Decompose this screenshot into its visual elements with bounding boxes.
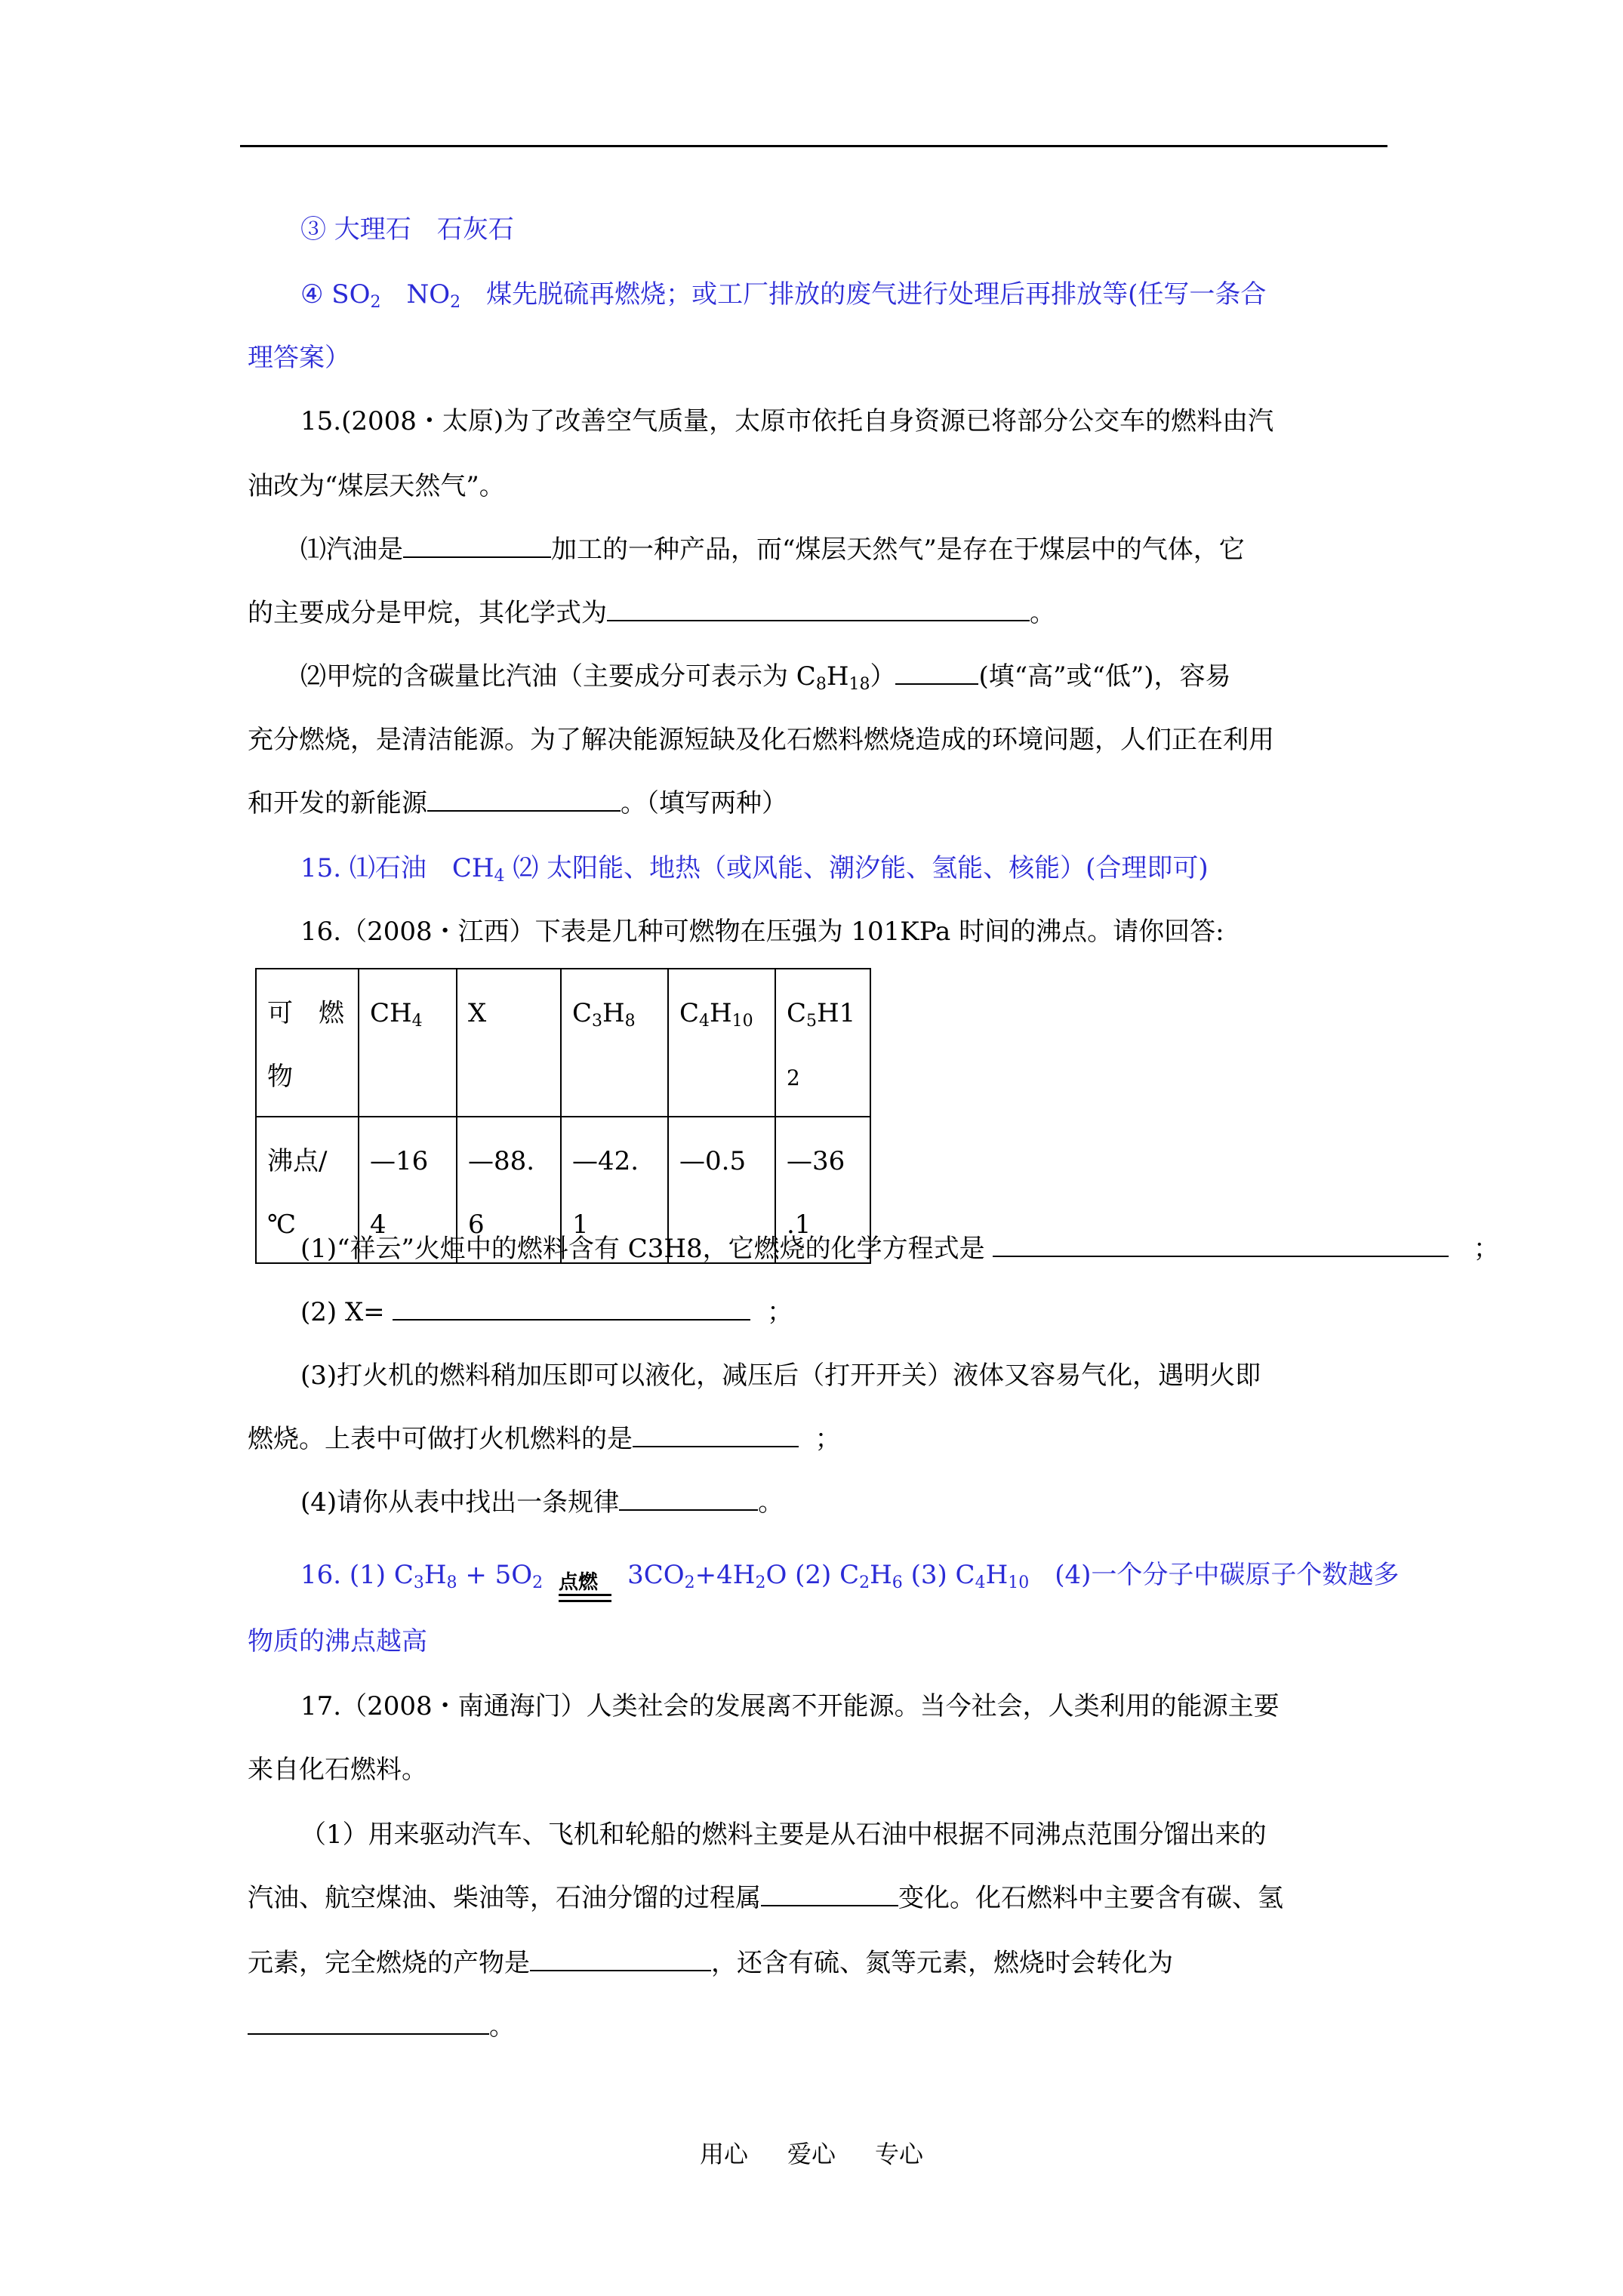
q16-part2: (2) X= ；	[300, 1297, 793, 1327]
q17-part1: （1）用来驱动汽车、飞机和轮船的燃料主要是从石油中根据不同沸点范围分馏出来的	[300, 1820, 1267, 1850]
table-cell: $C_3H_8$	[561, 969, 668, 1117]
footer-text: 用心	[699, 2140, 748, 2168]
table-cell: —88. 6	[457, 1117, 561, 1263]
q15-part1: ⑴汽油是 加工的一种产品，而“煤层天然气”是存在于煤层中的气体，它	[300, 535, 1245, 565]
q17-stem-cont: 来自化石燃料。	[248, 1755, 427, 1785]
answer-blank[interactable]	[633, 1423, 799, 1447]
q15-stem-cont: 油改为“煤层天然气”。	[248, 471, 505, 501]
q14-answer-4: ④ $SO_2$ $NO_2$ 煤先脱硫再燃烧；或工厂排放的废气进行处理后再排放等(任写一条合	[300, 279, 1267, 312]
q15-answer: 15. ⑴石油 $CH_4$ ⑵ 太阳能、地热（或风能、潮汐能、氢能、核能）(合理即可)	[300, 853, 1209, 886]
answer-blank[interactable]	[393, 1296, 750, 1321]
q14-answer-3: ③ 大理石 石灰石	[300, 214, 514, 245]
q16-answer: 16. (1) $C_3H_8 + 5O_2$ $3CO_2+4H_2O$ (2) $C_2H_6$ (3) $C_4H_{10}$ (4)一个分子中碳原子个数越多	[300, 1560, 1400, 1592]
header-rule	[240, 145, 1387, 147]
table-row	[256, 969, 870, 1117]
answer-blank[interactable]	[607, 597, 1030, 621]
answer-blank[interactable]	[530, 1947, 711, 1971]
boiling-point-table	[255, 968, 871, 1264]
answer-blank[interactable]	[895, 661, 978, 685]
answer-blank[interactable]	[248, 2011, 489, 2035]
q15-part2-cont: 充分燃烧，是清洁能源。为了解决能源短缺及化石燃料燃烧造成的环境问题，人们正在利用	[248, 725, 1274, 755]
table-cell: —16 4	[359, 1117, 457, 1263]
table-cell: —36 .1	[775, 1117, 870, 1263]
q16-answer-cont: 物质的沸点越高	[248, 1626, 427, 1657]
q17-stem: 17.（2008・南通海门）人类社会的发展离不开能源。当今社会，人类利用的能源主要	[300, 1691, 1280, 1721]
q15-stem: 15.(2008・太原)为了改善空气质量，太原市依托自身资源已将部分公交车的燃料由汽	[300, 406, 1274, 436]
footer-text: 爱心	[787, 2140, 836, 2168]
table-cell: X	[457, 969, 561, 1117]
table-cell: 可 燃 物	[256, 969, 359, 1117]
table-cell: $C_4H_{10}$	[668, 969, 775, 1117]
table-cell: 沸点/ ℃	[256, 1117, 359, 1263]
q14-answer-4-cont: 理答案）	[248, 343, 350, 373]
q16-stem: 16.（2008・江西）下表是几种可燃物在压强为 101KPa 时间的沸点。请你回答:	[300, 917, 1224, 947]
answer-blank[interactable]	[993, 1233, 1449, 1257]
footer-text: 专心	[875, 2140, 924, 2168]
q17-part1-cont2: 元素，完全燃烧的产物是 ，还含有硫、氮等元素，燃烧时会转化为	[248, 1948, 1173, 1978]
answer-blank[interactable]	[619, 1487, 758, 1511]
q16-part4: (4)请你从表中找出一条规律 。	[300, 1487, 784, 1518]
q16-part1: (1)“祥云”火炬中的燃料含有 C3H8，它燃烧的化学方程式是 ；	[300, 1234, 1499, 1264]
q16-part3-cont: 燃烧。上表中可做打火机燃料的是 ；	[248, 1424, 841, 1454]
q15-part2: ⑵甲烷的含碳量比汽油（主要成分可表示为 $C_8H_{18}$） (填“高”或“低”)，容易	[300, 661, 1231, 694]
page-footer	[0, 2135, 1623, 2170]
table-cell: —0.5	[668, 1117, 775, 1263]
ignite-condition: 点燃	[559, 1567, 611, 1612]
answer-blank[interactable]	[403, 534, 551, 558]
answer-blank[interactable]	[427, 787, 621, 812]
q16-part3: (3)打火机的燃料稍加压即可以液化，减压后（打开开关）液体又容易气化，遇明火即	[300, 1361, 1261, 1391]
table-cell: $CH_4$	[359, 969, 457, 1117]
answer-blank[interactable]	[761, 1882, 898, 1906]
q15-part1-cont: 的主要成分是甲烷，其化学式为 。	[248, 598, 1055, 628]
table-cell: —42. 1	[561, 1117, 668, 1263]
q17-part1-cont3: 。	[248, 2010, 515, 2043]
table-cell: $C_5H1$ 2	[775, 969, 870, 1117]
q15-part2-cont2: 和开发的新能源 。（填写两种）	[248, 788, 787, 818]
q17-part1-cont: 汽油、航空煤油、柴油等，石油分馏的过程属 变化。化石燃料中主要含有碳、氢	[248, 1883, 1283, 1913]
